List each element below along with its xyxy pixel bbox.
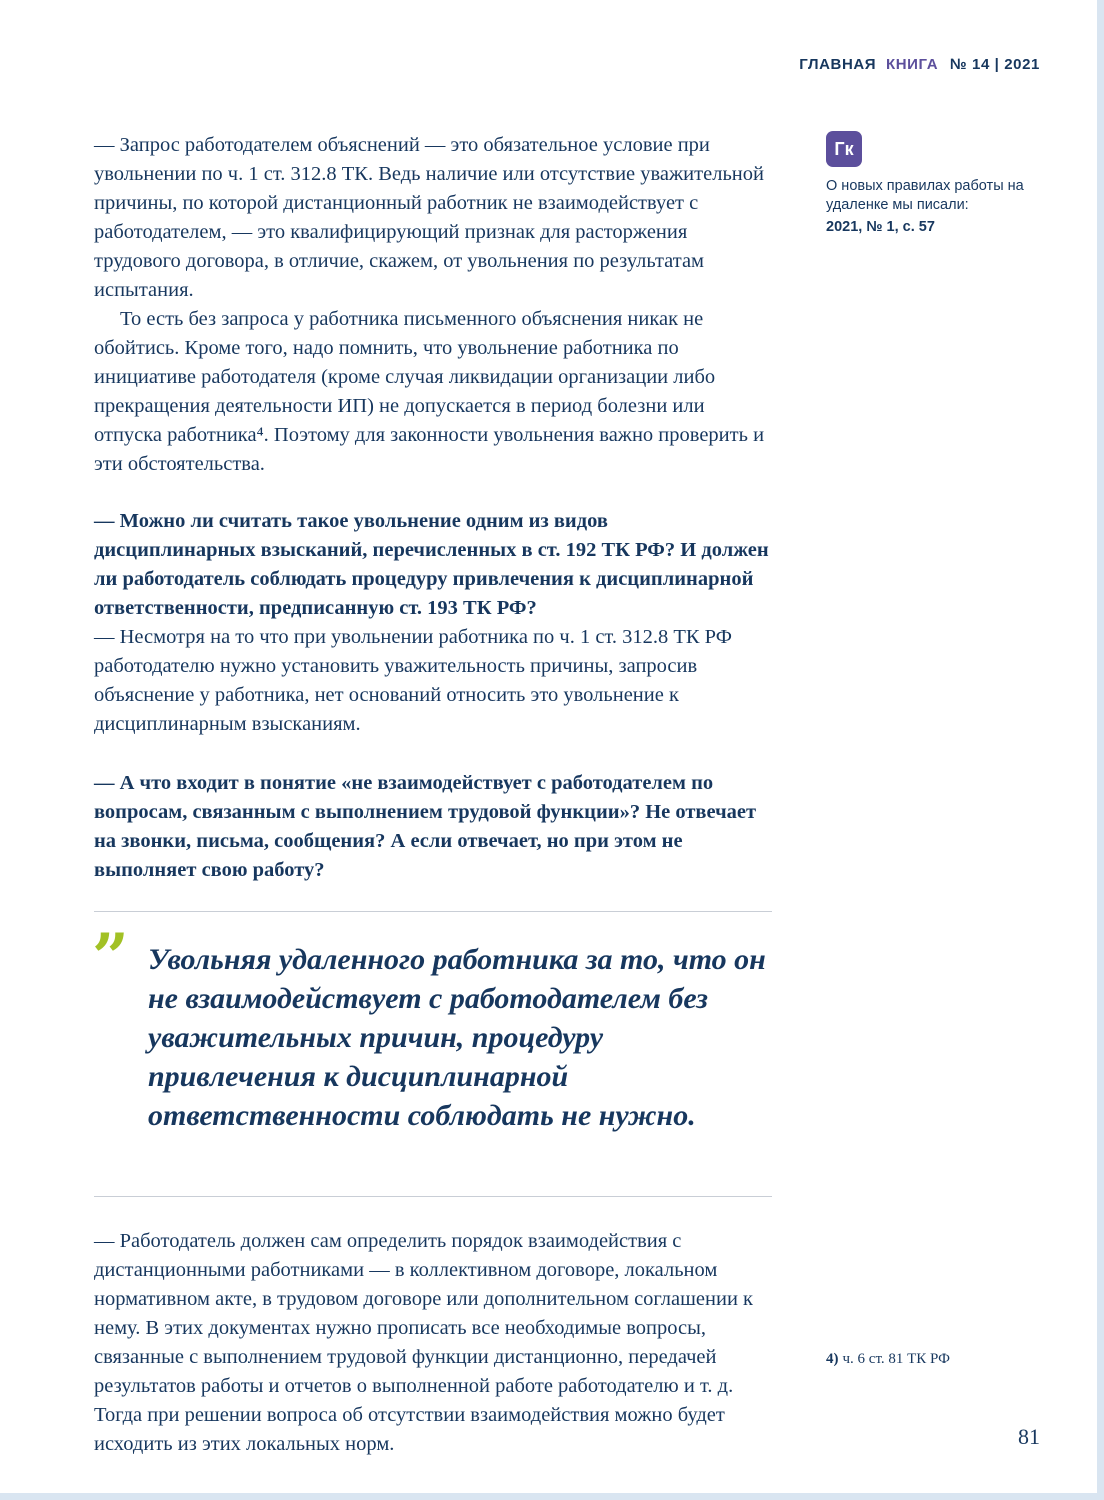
page-edge-right	[1097, 0, 1104, 1500]
brand-name-secondary: КНИГА	[885, 56, 939, 73]
interview-answer-1: — Несмотря на то что при увольнении работника по ч. 1 ст. 312.8 ТК РФ работодателю нужно установить уважительность причины, запросив объяснение у работника, нет оснований относить это увольнение к дисциплинарным взысканиям.	[94, 626, 732, 735]
page-edge-bottom	[0, 1493, 1104, 1500]
quote-icon: ”	[92, 920, 129, 995]
paragraph-closing: — Работодатель должен сам определить порядок взаимодействия с дистанционными работниками — в коллективном договоре, локальном нормативном акте, в трудовом договоре или дополнительном соглашении к нему. В этих документах нужно прописать все необходимые вопросы, связанные с выполнением трудовой функции дистанционно, передачей результатов работы и отчетов о выполненной работе работодателю и т. д. Тогда при решении вопроса об отсутствии взаимодействия можно будет исходить из этих локальных норм.	[94, 1230, 754, 1455]
divider-top	[94, 911, 772, 912]
divider-bottom	[94, 1196, 772, 1197]
sidebar-reference: 2021, № 1, с. 57	[826, 219, 935, 235]
footnote-marker: 4)	[826, 1351, 839, 1367]
article-body	[94, 131, 772, 1459]
footnote	[826, 1351, 950, 1368]
pull-quote-text: Увольняя удаленного работника за то, что он не взаимодействует с работодателем без уважительных причин, процедуру привлечения к дисциплинарной ответственности соблюдать не нужно.	[148, 943, 766, 1132]
gk-logo-icon: Гк	[826, 131, 862, 167]
sidebar-note: О новых правилах работы на удаленке мы писали:	[826, 178, 1024, 213]
footnote-text: ч. 6 ст. 81 ТК РФ	[842, 1351, 950, 1367]
paragraph-followup: То есть без запроса у работника письменного объяснения никак не обойтись. Кроме того, надо помнить, что увольнение работника по инициативе работодателя (кроме случая ликвидации организации либо прекращения деятельности ИП) не допускается в период болезни или отпуска работника⁴. Поэтому для законности увольнения важно проверить и эти обстоятельства.	[94, 308, 765, 475]
page-number: 81	[1018, 1424, 1040, 1449]
issue-number: № 14 | 2021	[949, 56, 1040, 73]
sidebar	[826, 131, 1026, 237]
paragraph-intro: — Запрос работодателем объяснений — это обязательное условие при увольнении по ч. 1 ст. 312.8 ТК. Ведь наличие или отсутствие уважительной причины, по которой дистанционный работник не взаимодействует с работодателем, — это квалифицирующий признак для расторжения трудового договора, в отличие, скажем, от увольнения по результатам испытания.	[94, 134, 764, 301]
pull-quote	[92, 920, 772, 1170]
brand-name-primary: ГЛАВНАЯ	[799, 56, 877, 73]
interview-question-2: — А что входит в понятие «не взаимодействует с работодателем по вопросам, связанным с выполнением трудовой функции»? Не отвечает на звонки, письма, сообщения? А если отвечает, но при этом не выполняет свою работу?	[94, 772, 757, 881]
interview-question-1: — Можно ли считать такое увольнение одним из видов дисциплинарных взысканий, перечисленных в ст. 192 ТК РФ? И должен ли работодатель соблюдать процедуру привлечения к дисциплинарной ответственности, предписанную ст. 193 ТК РФ?	[94, 510, 769, 619]
page-header	[0, 56, 1040, 73]
